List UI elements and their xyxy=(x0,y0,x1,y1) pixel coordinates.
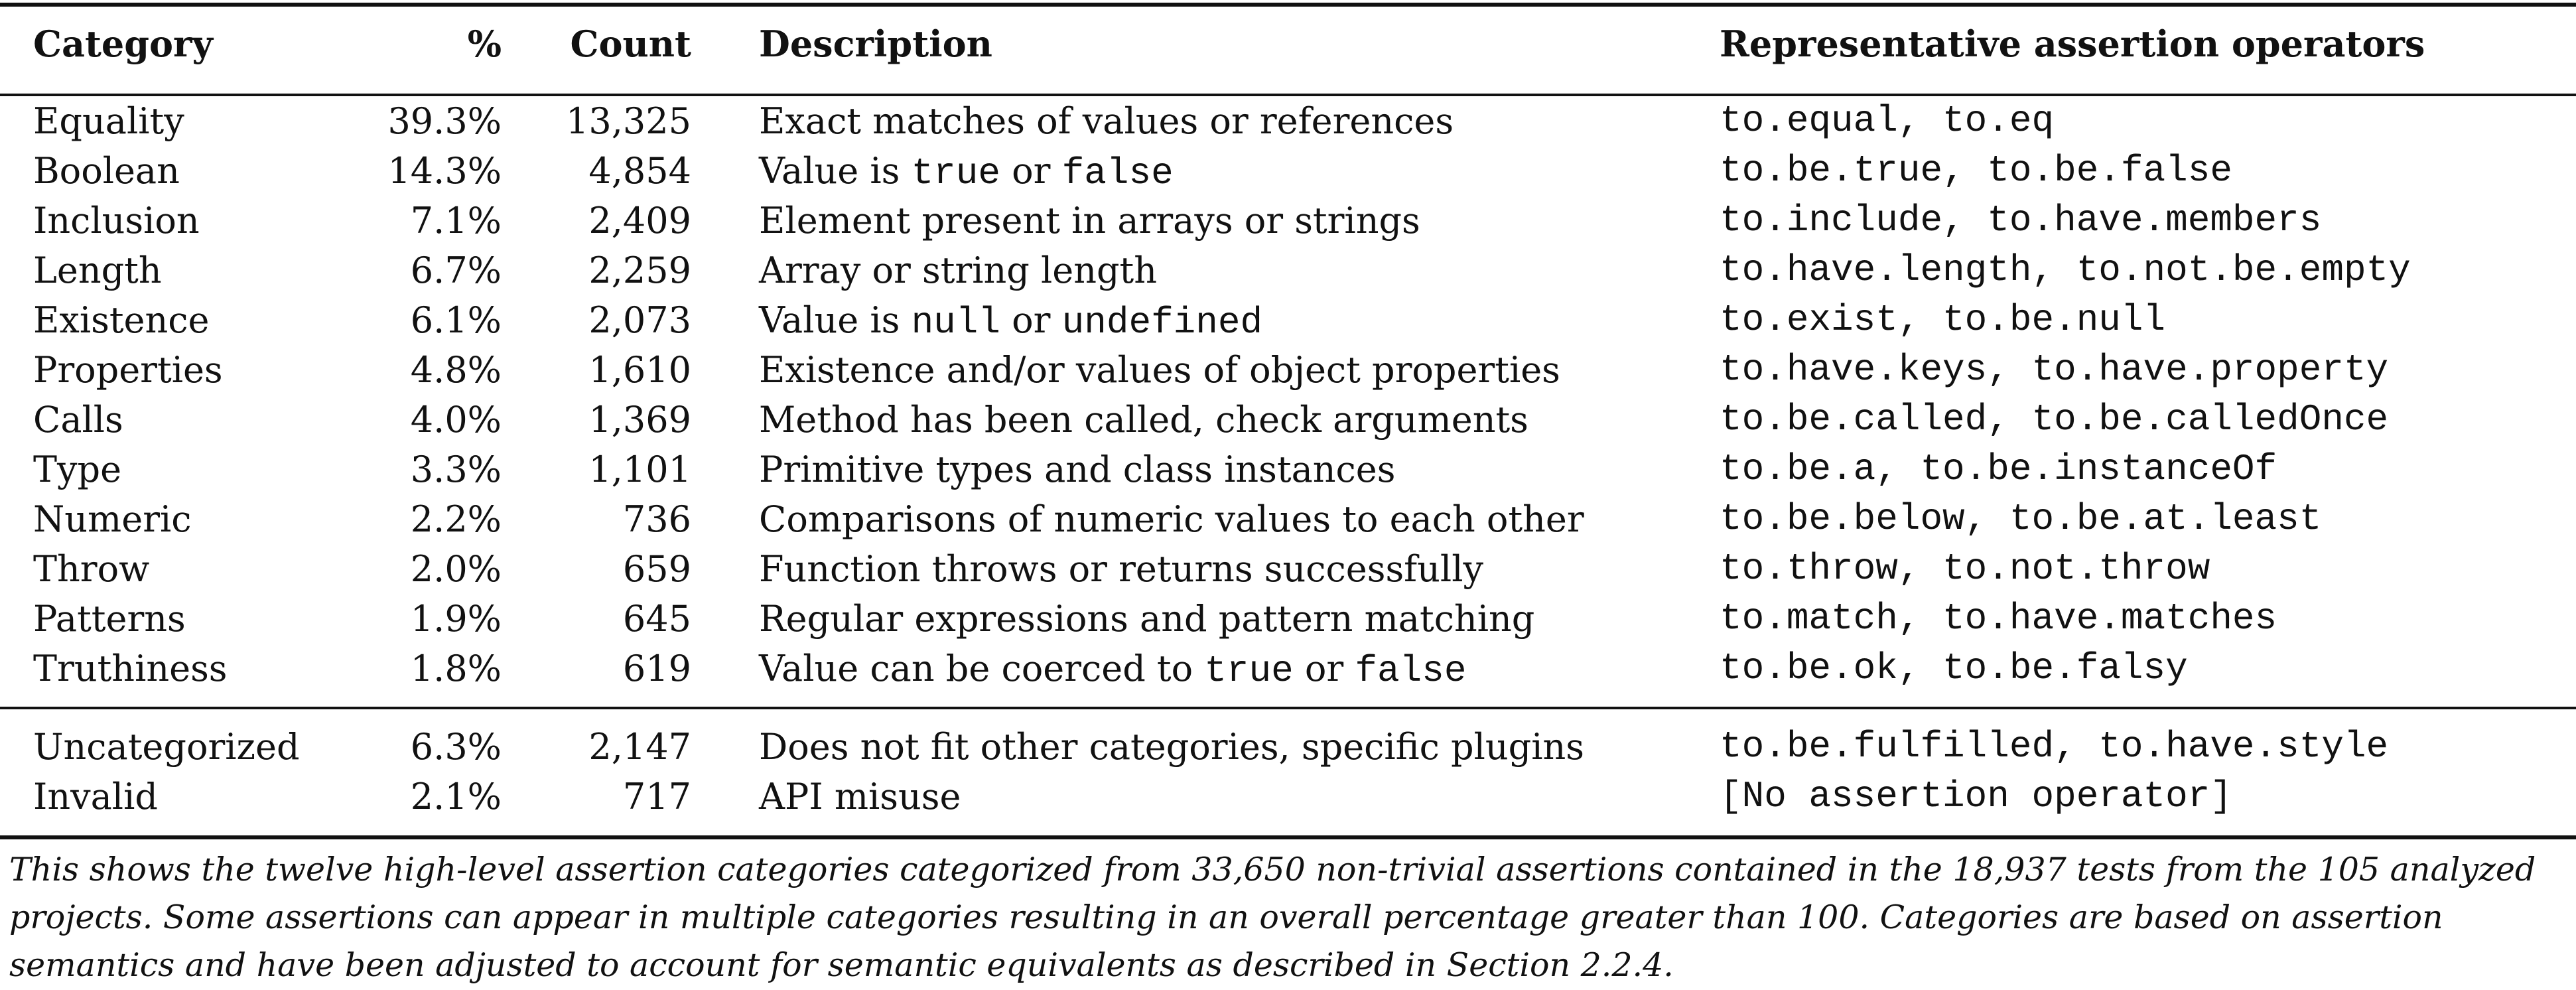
cell-operators: to.be.ok, to.be.falsy xyxy=(1720,647,2188,689)
header-description: Description xyxy=(759,23,992,65)
cell-operators: to.exist, to.be.null xyxy=(1720,299,2166,341)
cell-percent: 6.1% xyxy=(410,299,502,341)
table-row xyxy=(0,445,2576,494)
cell-description xyxy=(759,246,1157,295)
description-text: Element present in arrays or strings xyxy=(759,200,1420,242)
cell-description xyxy=(759,395,1528,445)
cell-operators: to.include, to.have.members xyxy=(1720,199,2322,242)
description-code: null xyxy=(911,301,1000,344)
cell-operators: to.be.true, to.be.false xyxy=(1720,149,2232,192)
cell-count: 645 xyxy=(622,598,691,640)
description-code: undefined xyxy=(1061,301,1263,344)
cell-category: Calls xyxy=(33,399,123,441)
cell-category: Patterns xyxy=(33,598,186,640)
cell-category: Invalid xyxy=(33,776,158,817)
cell-percent: 2.1% xyxy=(410,776,502,817)
cell-count: 1,101 xyxy=(588,449,691,490)
cell-category: Existence xyxy=(33,299,210,341)
cell-description xyxy=(759,295,1262,345)
cell-category: Equality xyxy=(33,100,184,142)
table-row xyxy=(0,196,2576,246)
cell-count: 717 xyxy=(622,776,691,817)
table-row xyxy=(0,644,2576,693)
description-text: Primitive types and class instances xyxy=(759,449,1396,490)
cell-count: 4,854 xyxy=(588,150,691,192)
table-row xyxy=(0,722,2576,772)
cell-count: 2,409 xyxy=(588,200,691,242)
cell-percent: 1.9% xyxy=(410,598,502,640)
cell-percent: 6.3% xyxy=(410,726,502,768)
cell-description xyxy=(759,445,1395,494)
cell-category: Uncategorized xyxy=(33,726,300,768)
cell-count: 736 xyxy=(622,498,691,540)
table-row xyxy=(0,96,2576,146)
cell-operators: to.be.fulfilled, to.have.style xyxy=(1720,725,2389,768)
cell-category: Type xyxy=(33,449,122,490)
cell-percent: 3.3% xyxy=(410,449,502,490)
table-header-row xyxy=(0,19,2576,69)
cell-operators: to.be.below, to.be.at.least xyxy=(1720,498,2322,540)
cell-category: Inclusion xyxy=(33,200,200,242)
cell-count: 2,073 xyxy=(588,299,691,341)
description-text: Value is xyxy=(759,299,912,341)
cell-category: Boolean xyxy=(33,150,180,192)
cell-count: 2,259 xyxy=(588,249,691,291)
description-code: false xyxy=(1061,152,1174,194)
description-connector: or xyxy=(1293,648,1355,689)
header-percent: % xyxy=(467,23,502,65)
cell-description xyxy=(759,544,1483,594)
cell-percent: 7.1% xyxy=(410,200,502,242)
cell-category: Throw xyxy=(33,548,150,590)
cell-operators: to.equal, to.eq xyxy=(1720,100,2055,142)
description-code: true xyxy=(1204,650,1294,692)
cell-description xyxy=(759,494,1584,544)
description-connector: or xyxy=(1000,299,1062,341)
table-row xyxy=(0,772,2576,821)
cell-percent: 1.8% xyxy=(410,648,502,689)
table-top-rule xyxy=(0,3,2576,7)
cell-operators: to.have.keys, to.have.property xyxy=(1720,348,2389,391)
description-text: Does not fit other categories, specific plugins xyxy=(759,726,1584,768)
table-row xyxy=(0,395,2576,445)
table-row xyxy=(0,295,2576,345)
cell-count: 1,369 xyxy=(588,399,691,441)
table-caption: This shows the twelve high-level assertion categories categorized from 33,650 non-trivial assertions contained in the 18,937 tests from the 105 analyzed projects. Some assertions can appear in multiple categories resulting in an overall percentage greater than 100. Categories are based on assertion semantics and have been adjusted to account for semantic equivalents as described in Section 2.2.4. xyxy=(9,851,2536,984)
description-text: Array or string length xyxy=(759,249,1158,291)
cell-operators: to.match, to.have.matches xyxy=(1720,597,2277,640)
header-operators: Representative assertion operators xyxy=(1720,23,2425,65)
cell-description xyxy=(759,722,1584,772)
cell-operators: to.have.length, to.not.be.empty xyxy=(1720,249,2411,291)
header-category: Category xyxy=(33,23,213,65)
cell-description xyxy=(759,772,961,821)
cell-operators: [No assertion operator] xyxy=(1720,775,2232,817)
table-row xyxy=(0,345,2576,395)
cell-percent: 14.3% xyxy=(387,150,502,192)
cell-count: 619 xyxy=(622,648,691,689)
cell-count: 13,325 xyxy=(566,100,691,142)
description-text: Value can be coerced to xyxy=(759,648,1205,689)
description-code: false xyxy=(1355,650,1467,692)
cell-category: Truthiness xyxy=(33,648,228,689)
description-text: Regular expressions and pattern matching xyxy=(759,598,1535,640)
table-row xyxy=(0,494,2576,544)
cell-percent: 4.0% xyxy=(410,399,502,441)
cell-description xyxy=(759,594,1534,644)
cell-percent: 2.0% xyxy=(410,548,502,590)
header-count: Count xyxy=(570,23,691,65)
cell-operators: to.throw, to.not.throw xyxy=(1720,547,2210,590)
description-text: Exact matches of values or references xyxy=(759,100,1454,142)
cell-count: 2,147 xyxy=(588,726,691,768)
description-connector: or xyxy=(1000,150,1062,192)
description-text: Value is xyxy=(759,150,912,192)
cell-description xyxy=(759,146,1174,196)
table-row xyxy=(0,246,2576,295)
table-row xyxy=(0,146,2576,196)
cell-description xyxy=(759,644,1466,693)
cell-operators: to.be.a, to.be.instanceOf xyxy=(1720,448,2277,490)
cell-count: 659 xyxy=(622,548,691,590)
description-text: API misuse xyxy=(759,776,961,817)
cell-percent: 4.8% xyxy=(410,349,502,391)
cell-category: Numeric xyxy=(33,498,192,540)
description-code: true xyxy=(911,152,1000,194)
table-bottom-rule xyxy=(0,835,2576,839)
cell-category: Length xyxy=(33,249,162,291)
cell-operators: to.be.called, to.be.calledOnce xyxy=(1720,398,2389,441)
description-text: Existence and/or values of object properties xyxy=(759,349,1560,391)
section-rule xyxy=(0,707,2576,709)
cell-percent: 2.2% xyxy=(410,498,502,540)
cell-count: 1,610 xyxy=(588,349,691,391)
table-row xyxy=(0,544,2576,594)
table-row xyxy=(0,594,2576,644)
cell-category: Properties xyxy=(33,349,223,391)
description-text: Method has been called, check arguments xyxy=(759,399,1528,441)
cell-percent: 6.7% xyxy=(410,249,502,291)
cell-percent: 39.3% xyxy=(387,100,502,142)
cell-description xyxy=(759,96,1454,146)
description-text: Function throws or returns successfully xyxy=(759,548,1483,590)
description-text: Comparisons of numeric values to each other xyxy=(759,498,1584,540)
cell-description xyxy=(759,345,1560,395)
cell-description xyxy=(759,196,1420,246)
